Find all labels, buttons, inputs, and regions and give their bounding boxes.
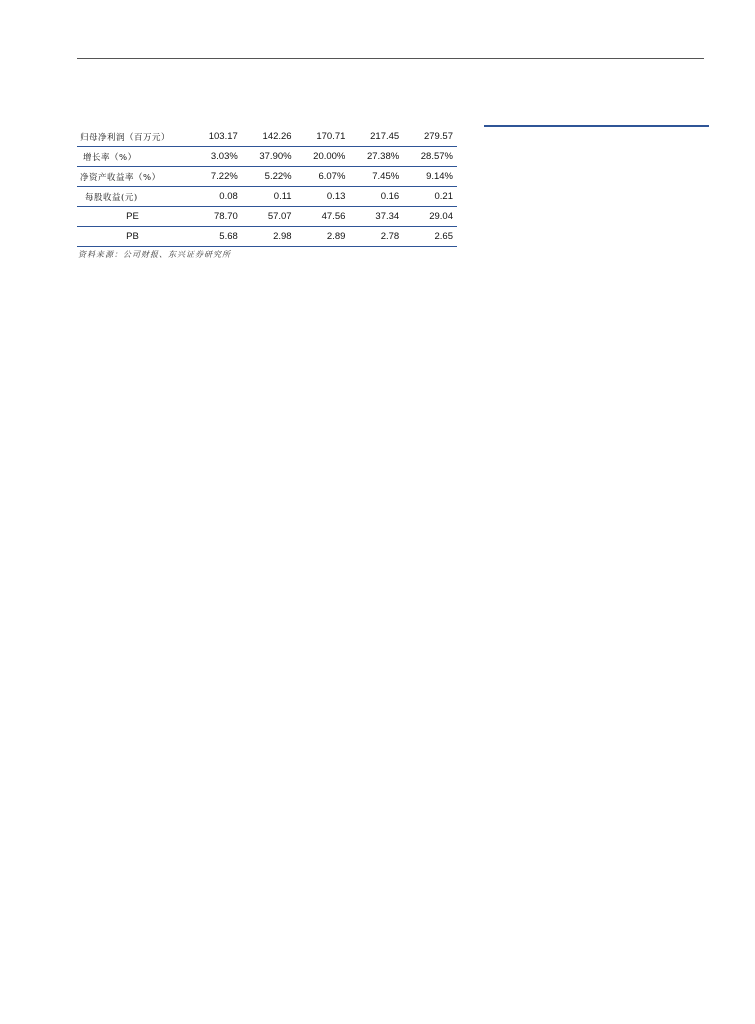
table-cell: 57.07	[242, 207, 296, 227]
table-row	[77, 187, 457, 207]
table-cell: 142.26	[242, 127, 296, 147]
row-label: 归母净利润（百万元）	[77, 127, 188, 147]
table-cell: 0.08	[188, 187, 242, 207]
table-cell: 217.45	[349, 127, 403, 147]
table-cell: 37.90%	[242, 147, 296, 167]
table-cell: 20.00%	[296, 147, 350, 167]
row-label: PB	[77, 227, 188, 247]
table-cell: 37.34	[349, 207, 403, 227]
table-cell: 7.45%	[349, 167, 403, 187]
table-cell: 3.03%	[188, 147, 242, 167]
table-cell: 28.57%	[403, 147, 457, 167]
financial-forecast-table	[77, 127, 457, 247]
row-label: PE	[77, 207, 188, 227]
table-cell: 27.38%	[349, 147, 403, 167]
table-cell: 2.78	[349, 227, 403, 247]
table-cell: 9.14%	[403, 167, 457, 187]
row-label: 每股收益(元)	[77, 187, 188, 207]
table-cell: 2.89	[296, 227, 350, 247]
table-cell: 170.71	[296, 127, 350, 147]
table-row	[77, 167, 457, 187]
table-cell: 5.22%	[242, 167, 296, 187]
table-cell: 47.56	[296, 207, 350, 227]
table-row	[77, 127, 457, 147]
source-note: 资料来源：公司财报、东兴证券研究所	[78, 250, 231, 259]
table-cell: 6.07%	[296, 167, 350, 187]
table-row	[77, 147, 457, 167]
table-cell: 2.65	[403, 227, 457, 247]
table-cell: 0.21	[403, 187, 457, 207]
row-label: 增长率（%）	[77, 147, 188, 167]
table-cell: 279.57	[403, 127, 457, 147]
table-cell: 0.16	[349, 187, 403, 207]
sidebar-divider	[484, 125, 709, 127]
table-cell: 29.04	[403, 207, 457, 227]
table-cell: 2.98	[242, 227, 296, 247]
table-cell: 0.11	[242, 187, 296, 207]
table-cell: 7.22%	[188, 167, 242, 187]
table-cell: 103.17	[188, 127, 242, 147]
header-divider	[77, 58, 704, 59]
table-cell: 78.70	[188, 207, 242, 227]
table-cell: 0.13	[296, 187, 350, 207]
row-label: 净资产收益率（%）	[77, 167, 188, 187]
table-row	[77, 227, 457, 247]
table-row	[77, 207, 457, 227]
table-cell: 5.68	[188, 227, 242, 247]
